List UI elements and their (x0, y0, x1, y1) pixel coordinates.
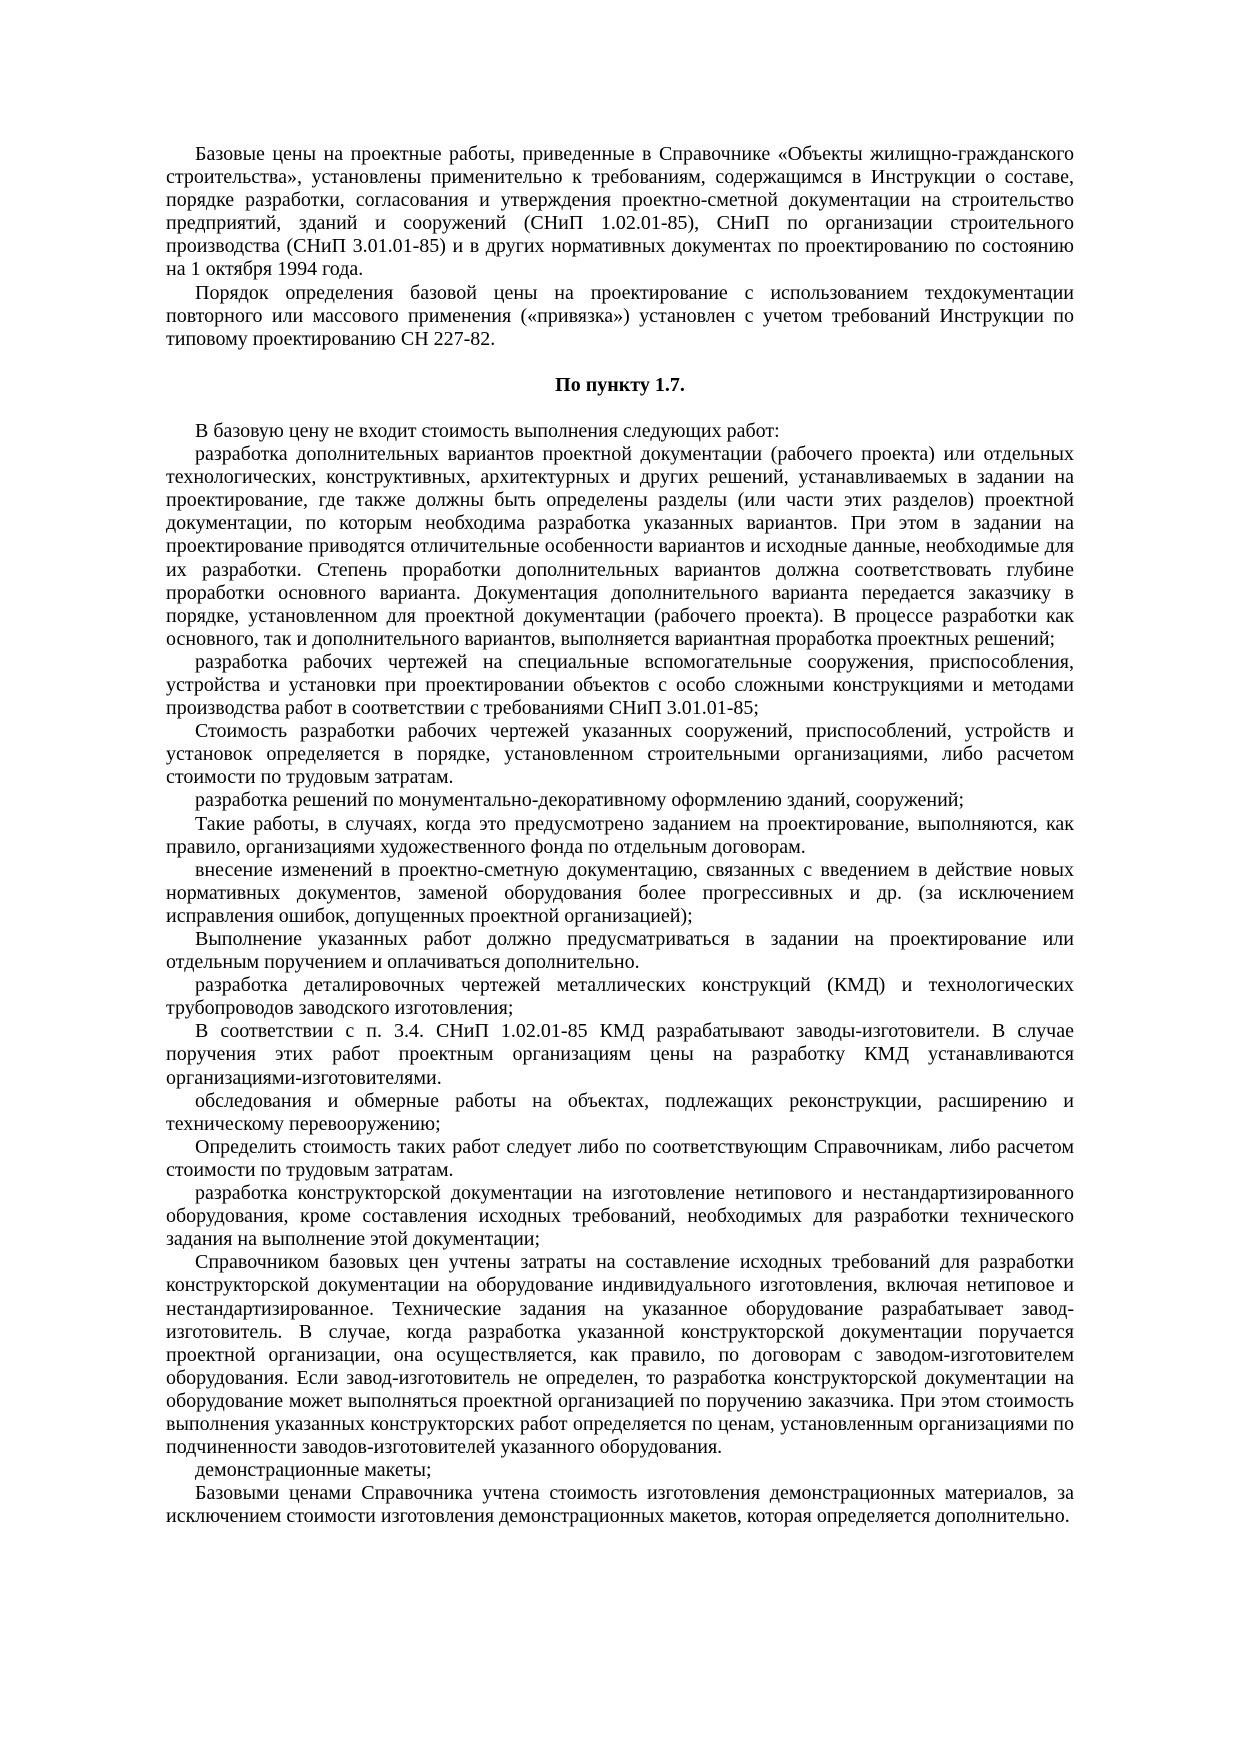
paragraph: Базовые цены на проектные работы, приведенные в Справочнике «Объекты жилищно-гражданского строительства», установлены применительно к требованиям, содержащимся в Инструкции о составе, порядке разработки, согласования и утверждения проектно-сметной документации на строительство предприятий, зданий и сооружений (СНиП 1.02.01-85), СНиП по организации строительного производства (СНиП 3.01.01-85) и в других нормативных документах по проектированию по состоянию на 1 октября 1994 года. (166, 143, 1074, 281)
document-content (166, 143, 1074, 1528)
paragraph: Базовыми ценами Справочника учтена стоимость изготовления демонстрационных материалов, за исключением стоимости изготовления демонстрационных макетов, которая определяется дополнительно. (166, 1482, 1074, 1528)
paragraph: Определить стоимость таких работ следует либо по соответствующим Справочникам, либо расчетом стоимости по трудовым затратам. (166, 1135, 1074, 1181)
paragraph: Стоимость разработки рабочих чертежей указанных сооружений, приспособлений, устройств и установок определяется в порядке, установленном строительными организациями, либо расчетом стоимости по трудовым затратам. (166, 720, 1074, 789)
paragraph: разработка деталировочных чертежей металлических конструкций (КМД) и технологических трубопроводов заводского изготовления; (166, 974, 1074, 1020)
paragraph: Порядок определения базовой цены на проектирование с использованием техдокументации повторного или массового применения («привязка») установлен с учетом требований Инструкции по типовому проектированию СН 227-82. (166, 281, 1074, 350)
paragraph: Выполнение указанных работ должно предусматриваться в задании на проектирование или отдельным поручением и оплачиваться дополнительно. (166, 928, 1074, 974)
paragraph: В базовую цену не входит стоимость выполнения следующих работ: (195, 419, 780, 442)
section-heading: По пункту 1.7. (555, 373, 685, 396)
paragraph: внесение изменений в проектно-сметную документацию, связанных с введением в действие новых нормативных документов, заменой оборудования более прогрессивных и др. (за исключением исправления ошибок, допущенных проектной организацией); (166, 858, 1074, 927)
paragraph: Справочником базовых цен учтены затраты на составление исходных требований для разработки конструкторской документации на оборудование индивидуального изготовления, включая нетиповое и нестандартизированное. Технические задания на указанное оборудование разрабатывает завод-изготовитель. В случае, когда разработка указанной конструкторской документации поручается проектной организации, она осуществляется, как правило, по договорам с заводом-изготовителем оборудования. Если завод-изготовитель не определен, то разработка конструкторской документации на оборудование может выполняться проектной организацией по поручению заказчика. При этом стоимость выполнения указанных конструкторских работ определяется по ценам, установленным организациями по подчиненности заводов-изготовителей указанного оборудования. (166, 1251, 1074, 1459)
paragraph: Такие работы, в случаях, когда это предусмотрено заданием на проектирование, выполняются, как правило, организациями художественного фонда по отдельным договорам. (166, 812, 1074, 858)
paragraph: В соответствии с п. 3.4. СНиП 1.02.01-85 КМД разрабатывают заводы-изготовители. В случае поручения этих работ проектным организациям цены на разработку КМД устанавливаются организациями-изготовителями. (166, 1020, 1074, 1089)
paragraph: демонстрационные макеты; (195, 1459, 432, 1482)
paragraph: разработка решений по монументально-декоративному оформлению зданий, сооружений; (195, 789, 965, 812)
paragraph: разработка дополнительных вариантов проектной документации (рабочего проекта) или отдельных технологических, конструктивных, архитектурных и других решений, устанавливаемых в задании на проектирование, где также должны быть определены разделы (или части этих разделов) проектной документации, по которым необходима разработка указанных вариантов. При этом в задании на проектирование приводятся отличительные особенности вариантов и исходные данные, необходимые для их разработки. Степень проработки дополнительных вариантов должна соответствовать глубине проработки основного варианта. Документация дополнительного варианта передается заказчику в порядке, установленном для проектной документации (рабочего проекта). В процессе разработки как основного, так и дополнительного вариантов, выполняется вариантная проработка проектных решений; (166, 443, 1074, 650)
paragraph: разработка конструкторской документации на изготовление нетипового и нестандартизированного оборудования, кроме составления исходных требований, необходимых для разработки технического задания на выполнение этой документации; (166, 1182, 1074, 1251)
paragraph: разработка рабочих чертежей на специальные вспомогательные сооружения, приспособления, устройства и установки при проектировании объектов с особо сложными конструкциями и методами производства работ в соответствии с требованиями СНиП 3.01.01-85; (166, 650, 1074, 720)
paragraph: обследования и обмерные работы на объектах, подлежащих реконструкции, расширению и техническому перевооружению; (166, 1089, 1074, 1135)
